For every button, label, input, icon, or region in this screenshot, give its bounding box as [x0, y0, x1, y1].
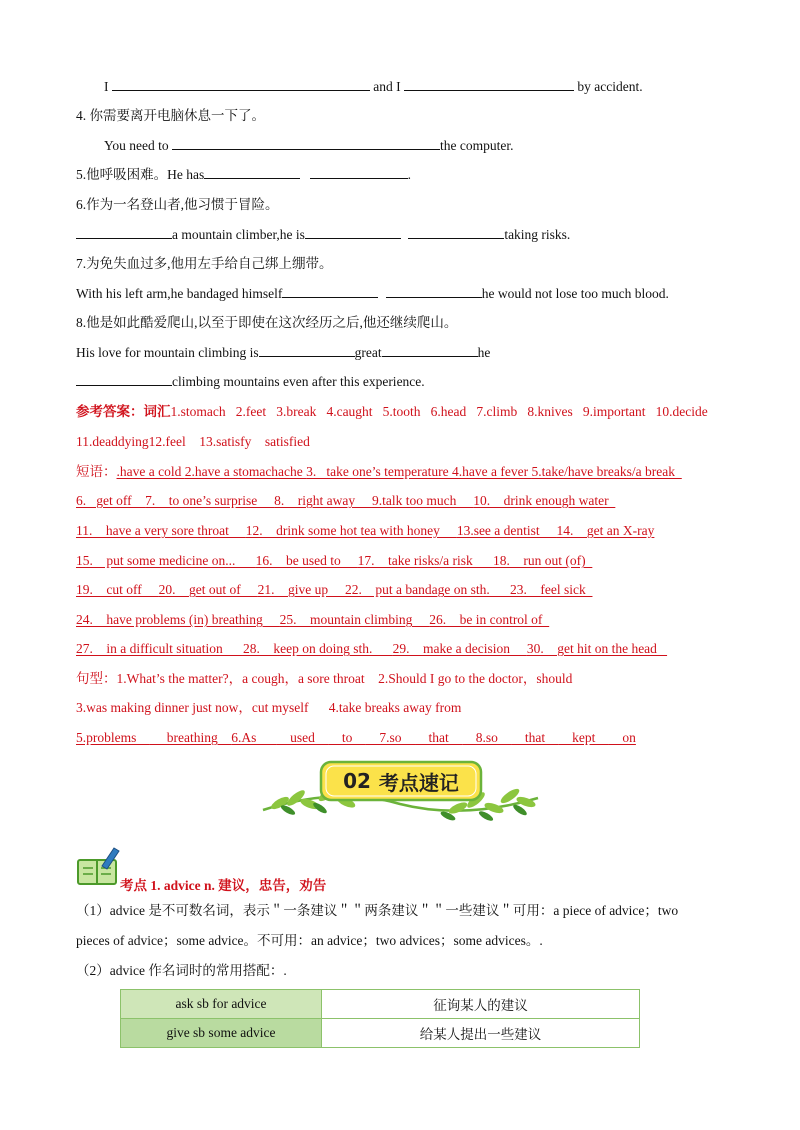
answers-sentence-line-2: 3.was making dinner just now，cut myself 4.take breaks away from: [76, 700, 462, 715]
answer-blank[interactable]: [76, 373, 172, 386]
question-4-cn: 4. 你需要离开电脑休息一下了。: [76, 108, 265, 123]
notebook-pen-icon: [76, 846, 122, 888]
kaodian-paragraph-1a: （1）advice 是不可数名词，表示＂一条建议＂＂两条建议＂＂一些建议＂可用：a piece of advice；two: [76, 903, 679, 918]
advice-collocation-table: [120, 989, 640, 1048]
answer-blank[interactable]: [76, 226, 172, 239]
answers-phrase-row-6: 24. have problems (in) breathing 25. mountain climbing 26. be in control of: [76, 612, 550, 627]
table-cell: ask sb for advice: [121, 990, 322, 1019]
answers-vocab-line-2: 11.deaddying12.feel 13.satisfy satisfied: [76, 434, 310, 449]
answer-blank[interactable]: [404, 78, 574, 91]
section-banner: [258, 758, 543, 828]
question-7-en: With his left arm,he bandaged himself he would not lose too much blood.: [76, 286, 669, 301]
answers-phrase-row-3: 11. have a very sore throat 12. drink some hot tea with honey 13.see a dentist 14. get an X-ray: [76, 523, 655, 538]
table-cell: give sb some advice: [121, 1019, 322, 1048]
answer-blank[interactable]: [204, 166, 300, 179]
question-8-en-line1: His love for mountain climbing is great he: [76, 345, 491, 360]
answer-blank[interactable]: [408, 226, 504, 239]
question-6-cn: 6.作为一名登山者,他习惯于冒险。: [76, 197, 279, 212]
answer-blank[interactable]: [112, 78, 370, 91]
answers-phrase-row-2: 6. get off 7. to one’s surprise 8. right away 9.talk too much 10. drink enough water: [76, 493, 616, 508]
answers-sentence-line-3: 5.problems breathing 6.As used to 7.so that 8.so that kept on: [76, 730, 636, 745]
answers-vocab-line-1: 参考答案：词汇1.stomach 2.feet 3.break 4.caught 5.tooth 6.head 7.climb 8.knives 9.important 10.decide: [76, 404, 708, 419]
table-cell: 给某人提出一些建议: [322, 1019, 640, 1048]
question-6-en: a mountain climber,he is taking risks.: [76, 226, 570, 244]
answer-blank[interactable]: [386, 285, 482, 298]
answers-phrase-row-4: 15. put some medicine on... 16. be used to 17. take risks/a risk 18. run out (of): [76, 553, 593, 568]
kaodian-title: 考点 1. advice n. 建议，忠告，劝告: [120, 878, 327, 893]
answer-blank[interactable]: [382, 344, 478, 357]
answers-label: 参考答案：词汇: [76, 404, 171, 419]
answer-blank[interactable]: [310, 166, 408, 179]
kaodian-paragraph-1b: pieces of advice；some advice。不可用：an advice；two advices；some advices。.: [76, 933, 543, 948]
question-4-en: You need to the computer.: [104, 138, 514, 153]
answer-blank[interactable]: [305, 226, 401, 239]
question-7-cn: 7.为免失血过多,他用左手给自己绑上绷带。: [76, 256, 333, 271]
answer-blank[interactable]: [172, 137, 440, 150]
answer-blank[interactable]: [282, 285, 378, 298]
answers-sentence-line-1: 句型：1.What’s the matter?，a cough，a sore throat 2.Should I go to the doctor，should: [76, 671, 573, 686]
table-row: [121, 1019, 640, 1048]
answer-blank[interactable]: [259, 344, 355, 357]
table-cell: 征询某人的建议: [322, 990, 640, 1019]
question-8-cn: 8.他是如此酷爱爬山,以至于即使在这次经历之后,他还继续爬山。: [76, 315, 458, 330]
section-title: 02 考点速记: [343, 769, 459, 795]
kaodian-paragraph-2: （2）advice 作名词时的常用搭配：.: [76, 963, 287, 978]
question-8-en-line2: climbing mountains even after this experience.: [76, 373, 425, 391]
table-row: [121, 990, 640, 1019]
exercise-line-1: I and I by accident.: [104, 79, 643, 94]
answers-phrase-row-1: 短语：.have a cold 2.have a stomachache 3. take one’s temperature 4.have a fever 5.take/have breaks/a break: [76, 464, 682, 479]
answers-phrase-row-7: 27. in a difficult situation 28. keep on doing sth. 29. make a decision 30. get hit on the head: [76, 641, 668, 656]
question-5: 5.他呼吸困难。He has .: [76, 167, 411, 182]
answers-phrase-row-5: 19. cut off 20. get out of 21. give up 22. put a bandage on sth. 23. feel sick: [76, 582, 593, 597]
